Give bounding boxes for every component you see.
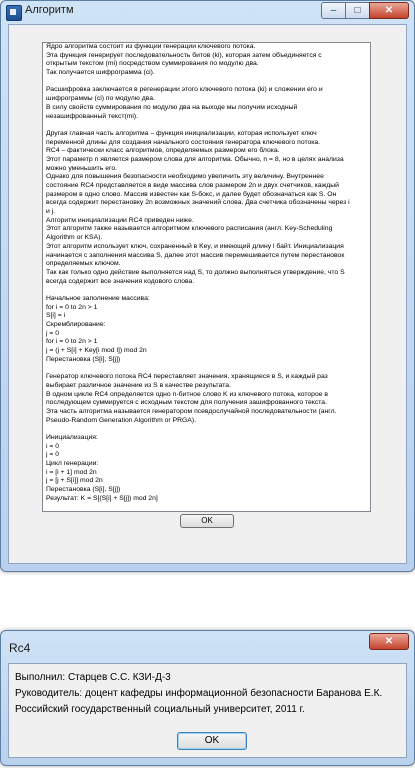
memo-text-line: Этот параметр n является размером слова для алгоритма. Обычно, n = 8, но в целях анализа: [46, 155, 344, 163]
memo-text-line: j = 0: [46, 329, 60, 337]
memo-text-line: Расшифровка заключается в регенерации этого ключевого потока (ki) и сложении его и: [46, 86, 323, 94]
window-controls: [322, 2, 409, 19]
title-bar[interactable]: [1, 631, 414, 653]
maximize-button[interactable]: □: [345, 2, 370, 19]
memo-text-line: Алгоритм инициализации RC4 приведен ниже.: [46, 216, 194, 224]
client-area: [8, 24, 407, 564]
memo-text-line: Начальное заполнение массива:: [46, 294, 150, 302]
memo-text-line: и j.: [46, 208, 56, 216]
memo-text-line: последующем суммируется с исходным текстом для получения зашифрованного текста.: [46, 399, 327, 407]
ok-button[interactable]: OK: [180, 514, 234, 528]
app-icon: [6, 5, 22, 21]
memo-text-line: for i = 0 to 2n > 1: [46, 303, 98, 311]
memo-text-line: состояние RC4 представляется в виде массива слов размером 2n и двух счетчиков, каждый: [46, 182, 339, 189]
memo-text-line: i = [i + 1] mod 2n: [46, 468, 97, 476]
dialog-client-area: [8, 663, 407, 758]
memo-text-line: шифрограммы (ci) по модулю два.: [46, 95, 155, 103]
memo-text-line: Pseudo-Random Generation Algorithm or PRGA).: [46, 416, 196, 424]
memo-text-line: Эта функция генерирует последовательность битов (ki), которая затем объединяется с: [46, 51, 322, 59]
memo-text-line: Перестановка (S[i], S[j]): [46, 355, 121, 363]
memo-text-line: j = 0: [46, 451, 60, 459]
ok-button[interactable]: OK: [177, 732, 247, 750]
memo-text-line: Эта часть алгоритма называется генератором псевдослучайной последовательности (англ.: [46, 407, 337, 415]
memo-text-line: определяемых ключом.: [46, 260, 121, 268]
memo-text-line: Этот алгоритм также называется алгоритмом ключевого расписания (англ. Key-Scheduling: [46, 225, 333, 233]
window-controls: [370, 633, 409, 650]
memo-text-line: В одном цикле RC4 определяется одно n-битное слово K из ключевого потока, которое в: [46, 390, 329, 398]
author-label: Выполнил: Старцев С.С. КЗИ-Д-3: [15, 672, 171, 683]
algorithm-text-memo[interactable]: [42, 42, 371, 512]
memo-text-line: [43, 364, 370, 373]
memo-text-line: Так как только одно действие выполняется над S, то должно выполняться утверждение, что S: [46, 268, 345, 276]
dialog-title: Rc4: [9, 641, 31, 655]
memo-text-line: for i = 0 to 2n > 1: [46, 338, 98, 346]
memo-text-line: Однако для повышения безопасности необходимо увеличить эту величину. Внутреннее: [46, 173, 324, 181]
about-dialog: [0, 630, 415, 766]
memo-text-line: RC4 – фактически класс алгоритмов, определяемых размером его блока.: [46, 147, 280, 155]
memo-text-line: В силу свойств суммирования по модулю два на выходе мы получим исходный: [46, 103, 298, 111]
memo-text-line: [43, 286, 370, 295]
memo-text-line: Этот алгоритм использует ключ, сохраненный в Key, и имеющий длину l байт. Инициализация: [46, 242, 344, 250]
memo-text-line: Перестановка (S[i], S[j]): [46, 486, 121, 494]
memo-text-line: переменной длины для создания начального состояния генератора ключевого потока.: [46, 138, 321, 146]
memo-text-line: всегда содержит перестановку 2n возможных значений слова. Два счетчика обозначены через i: [46, 199, 350, 207]
memo-text-line: i = 0: [46, 442, 60, 450]
title-bar[interactable]: [1, 1, 414, 23]
memo-text-line: Генератор ключевого потока RC4 переставляет значения, хранящиеся в S, и каждый раз: [46, 373, 328, 381]
memo-text-line: Цикл генерации:: [46, 460, 99, 467]
memo-text-line: незашифрованный текст(mi).: [46, 112, 139, 120]
close-button[interactable]: ✕: [369, 2, 409, 19]
memo-text-line: Скремблирование:: [46, 321, 106, 328]
memo-text-line: выбирает различное значение из S в качестве результата.: [46, 381, 231, 389]
memo-text-line: можно уменьшить его.: [46, 164, 117, 172]
university-label: Российский государственный социальный университет, 2011 г.: [15, 704, 305, 715]
memo-text-line: начинается с заполнения массива S, далее этот массив перемешивается путем перестановок: [46, 251, 345, 259]
memo-text-line: открытым текстом (mi) посредством суммирования по модулю два.: [46, 60, 259, 68]
memo-text-line: Ядро алгоритма состоит из функции генерации ключевого потока.: [46, 43, 256, 50]
memo-text-line: [43, 78, 370, 87]
memo-text-line: всегда содержит все значения кодового слова.: [46, 277, 195, 285]
memo-text-line: [43, 425, 370, 434]
window-title: Алгоритм: [25, 4, 74, 16]
minimize-button[interactable]: –: [321, 2, 346, 19]
memo-text-line: Так получается шифрограмма (ci).: [46, 69, 155, 77]
memo-text-line: Algorithm or KSA).: [46, 234, 103, 242]
memo-text-line: j = [j + S[i]] mod 2n: [46, 477, 103, 485]
memo-text-line: Результат: K = S[(S[i] + S[j]) mod 2n]: [46, 494, 158, 502]
memo-text-line: размером в одно слово. Массив известен как S-бокс, и далее будет обозначаться как S. Он: [46, 190, 337, 198]
memo-text-line: j = (j + S[i] + Key[i mod l]) mod 2n: [46, 347, 147, 355]
memo-text-line: Инициализация:: [46, 433, 98, 441]
close-button[interactable]: ✕: [369, 633, 409, 650]
supervisor-label: Руководитель: доцент кафедры информационной безопасности Баранова Е.К.: [15, 688, 383, 699]
memo-text-line: S[i] = i: [46, 312, 66, 320]
memo-text-line: Другая главная часть алгоритма – функция инициализации, которая использует ключ: [46, 129, 317, 137]
memo-text-line: [43, 121, 370, 130]
